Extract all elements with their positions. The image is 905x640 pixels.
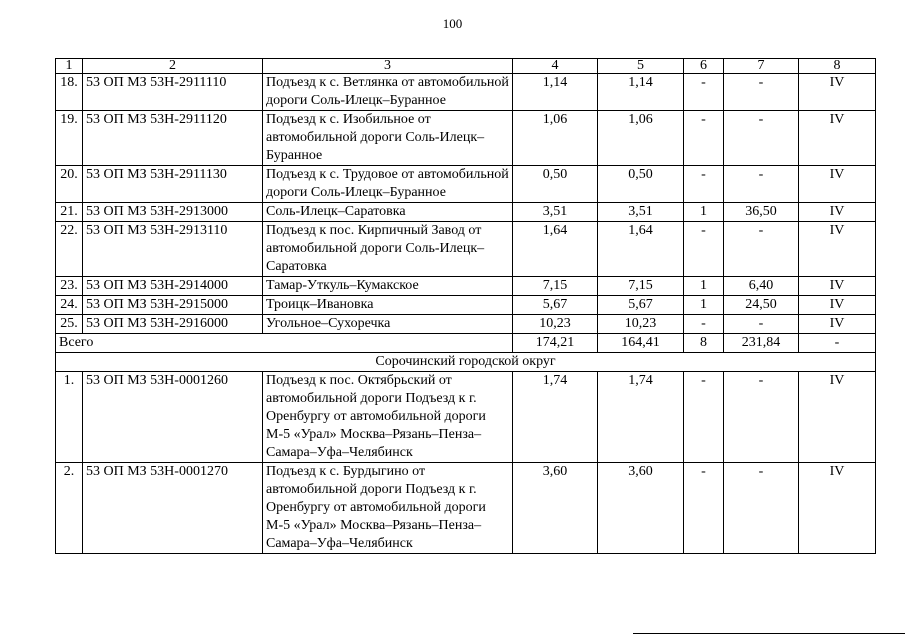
cell-col8: IV: [799, 296, 876, 315]
cell-col5: 1,64: [598, 222, 684, 277]
table-row: [56, 203, 876, 222]
cell-col8: IV: [799, 166, 876, 203]
road-name: Подъезд к пос. Кирпичный Завод от автомобильной дороги Соль-Илецк–Саратовка: [263, 222, 513, 277]
cell-col5: 10,23: [598, 315, 684, 334]
table-row: [56, 296, 876, 315]
road-name: Подъезд к с. Изобильное от автомобильной дороги Соль-Илецк–Буранное: [263, 111, 513, 166]
table-row: [56, 372, 876, 463]
total-col6: 8: [684, 334, 724, 353]
column-header: 3: [263, 59, 513, 74]
column-header: 6: [684, 59, 724, 74]
cell-col6: -: [684, 166, 724, 203]
road-name: Соль-Илецк–Саратовка: [263, 203, 513, 222]
cell-col6: -: [684, 315, 724, 334]
road-code: 53 ОП МЗ 53Н-0001270: [83, 463, 263, 554]
cell-col6: -: [684, 463, 724, 554]
road-name: Троицк–Ивановка: [263, 296, 513, 315]
row-number: 23.: [56, 277, 83, 296]
section-header-row: [56, 353, 876, 372]
road-code: 53 ОП МЗ 53Н-2913000: [83, 203, 263, 222]
section-title: Сорочинский городской округ: [56, 353, 876, 372]
cell-col8: IV: [799, 315, 876, 334]
cell-col5: 1,06: [598, 111, 684, 166]
cell-col4: 3,51: [513, 203, 598, 222]
cell-col7: 24,50: [724, 296, 799, 315]
table-row: [56, 166, 876, 203]
cell-col4: 5,67: [513, 296, 598, 315]
cell-col7: -: [724, 463, 799, 554]
cell-col5: 7,15: [598, 277, 684, 296]
cell-col8: IV: [799, 111, 876, 166]
row-number: 20.: [56, 166, 83, 203]
cell-col4: 1,74: [513, 372, 598, 463]
cell-col7: -: [724, 222, 799, 277]
road-name: Подъезд к пос. Октябрьский от автомобильной дороги Подъезд к г. Оренбургу от автомобильной дороги М-5 «Урал» Москва–Рязань–Пенза–Самара–Уфа–Челябинск: [263, 372, 513, 463]
cell-col6: 1: [684, 203, 724, 222]
road-code: 53 ОП МЗ 53Н-2915000: [83, 296, 263, 315]
cell-col5: 0,50: [598, 166, 684, 203]
cell-col7: -: [724, 166, 799, 203]
cell-col4: 1,14: [513, 74, 598, 111]
cell-col8: IV: [799, 74, 876, 111]
road-name: Подъезд к с. Ветлянка от автомобильной дороги Соль-Илецк–Буранное: [263, 74, 513, 111]
cell-col8: IV: [799, 203, 876, 222]
total-col7: 231,84: [724, 334, 799, 353]
total-row: [56, 334, 876, 353]
cell-col5: 3,51: [598, 203, 684, 222]
cell-col8: IV: [799, 372, 876, 463]
table-row: [56, 111, 876, 166]
cell-col7: -: [724, 315, 799, 334]
cell-col5: 3,60: [598, 463, 684, 554]
table-row: [56, 463, 876, 554]
cell-col7: -: [724, 74, 799, 111]
table-header-row: [56, 59, 876, 74]
cell-col4: 7,15: [513, 277, 598, 296]
total-col5: 164,41: [598, 334, 684, 353]
cell-col8: IV: [799, 463, 876, 554]
row-number: 2.: [56, 463, 83, 554]
table-row: [56, 315, 876, 334]
cell-col6: -: [684, 74, 724, 111]
cell-col6: 1: [684, 296, 724, 315]
cell-col5: 5,67: [598, 296, 684, 315]
cell-col5: 1,14: [598, 74, 684, 111]
cell-col8: IV: [799, 277, 876, 296]
column-header: 2: [83, 59, 263, 74]
page-number: 100: [442, 16, 463, 31]
cell-col6: -: [684, 372, 724, 463]
bottom-rule: [633, 633, 905, 634]
column-header: 5: [598, 59, 684, 74]
road-code: 53 ОП МЗ 53Н-2911120: [83, 111, 263, 166]
row-number: 22.: [56, 222, 83, 277]
cell-col4: 1,64: [513, 222, 598, 277]
row-number: 25.: [56, 315, 83, 334]
total-col4: 174,21: [513, 334, 598, 353]
road-code: 53 ОП МЗ 53Н-2911130: [83, 166, 263, 203]
road-name: Тамар-Уткуль–Кумакское: [263, 277, 513, 296]
total-label: Всего: [56, 334, 513, 353]
road-name: Угольное–Сухоречка: [263, 315, 513, 334]
column-header: 4: [513, 59, 598, 74]
road-code: 53 ОП МЗ 53Н-2916000: [83, 315, 263, 334]
road-name: Подъезд к с. Бурдыгино от автомобильной дороги Подъезд к г. Оренбургу от автомобильной дороги М-5 «Урал» Москва–Рязань–Пенза–Самара–Уфа–Челябинск: [263, 463, 513, 554]
cell-col6: -: [684, 222, 724, 277]
road-code: 53 ОП МЗ 53Н-2913110: [83, 222, 263, 277]
cell-col4: 0,50: [513, 166, 598, 203]
cell-col7: -: [724, 372, 799, 463]
column-header: 8: [799, 59, 876, 74]
cell-col5: 1,74: [598, 372, 684, 463]
column-header: 7: [724, 59, 799, 74]
column-header: 1: [56, 59, 83, 74]
roads-table: [55, 58, 876, 554]
cell-col6: -: [684, 111, 724, 166]
table-row: [56, 277, 876, 296]
row-number: 21.: [56, 203, 83, 222]
row-number: 19.: [56, 111, 83, 166]
cell-col7: -: [724, 111, 799, 166]
road-code: 53 ОП МЗ 53Н-2911110: [83, 74, 263, 111]
row-number: 18.: [56, 74, 83, 111]
cell-col7: 6,40: [724, 277, 799, 296]
road-code: 53 ОП МЗ 53Н-0001260: [83, 372, 263, 463]
row-number: 24.: [56, 296, 83, 315]
cell-col4: 3,60: [513, 463, 598, 554]
total-col8: -: [799, 334, 876, 353]
table-row: [56, 222, 876, 277]
cell-col6: 1: [684, 277, 724, 296]
table-row: [56, 74, 876, 111]
cell-col7: 36,50: [724, 203, 799, 222]
cell-col4: 10,23: [513, 315, 598, 334]
road-code: 53 ОП МЗ 53Н-2914000: [83, 277, 263, 296]
road-name: Подъезд к с. Трудовое от автомобильной дороги Соль-Илецк–Буранное: [263, 166, 513, 203]
row-number: 1.: [56, 372, 83, 463]
cell-col8: IV: [799, 222, 876, 277]
cell-col4: 1,06: [513, 111, 598, 166]
